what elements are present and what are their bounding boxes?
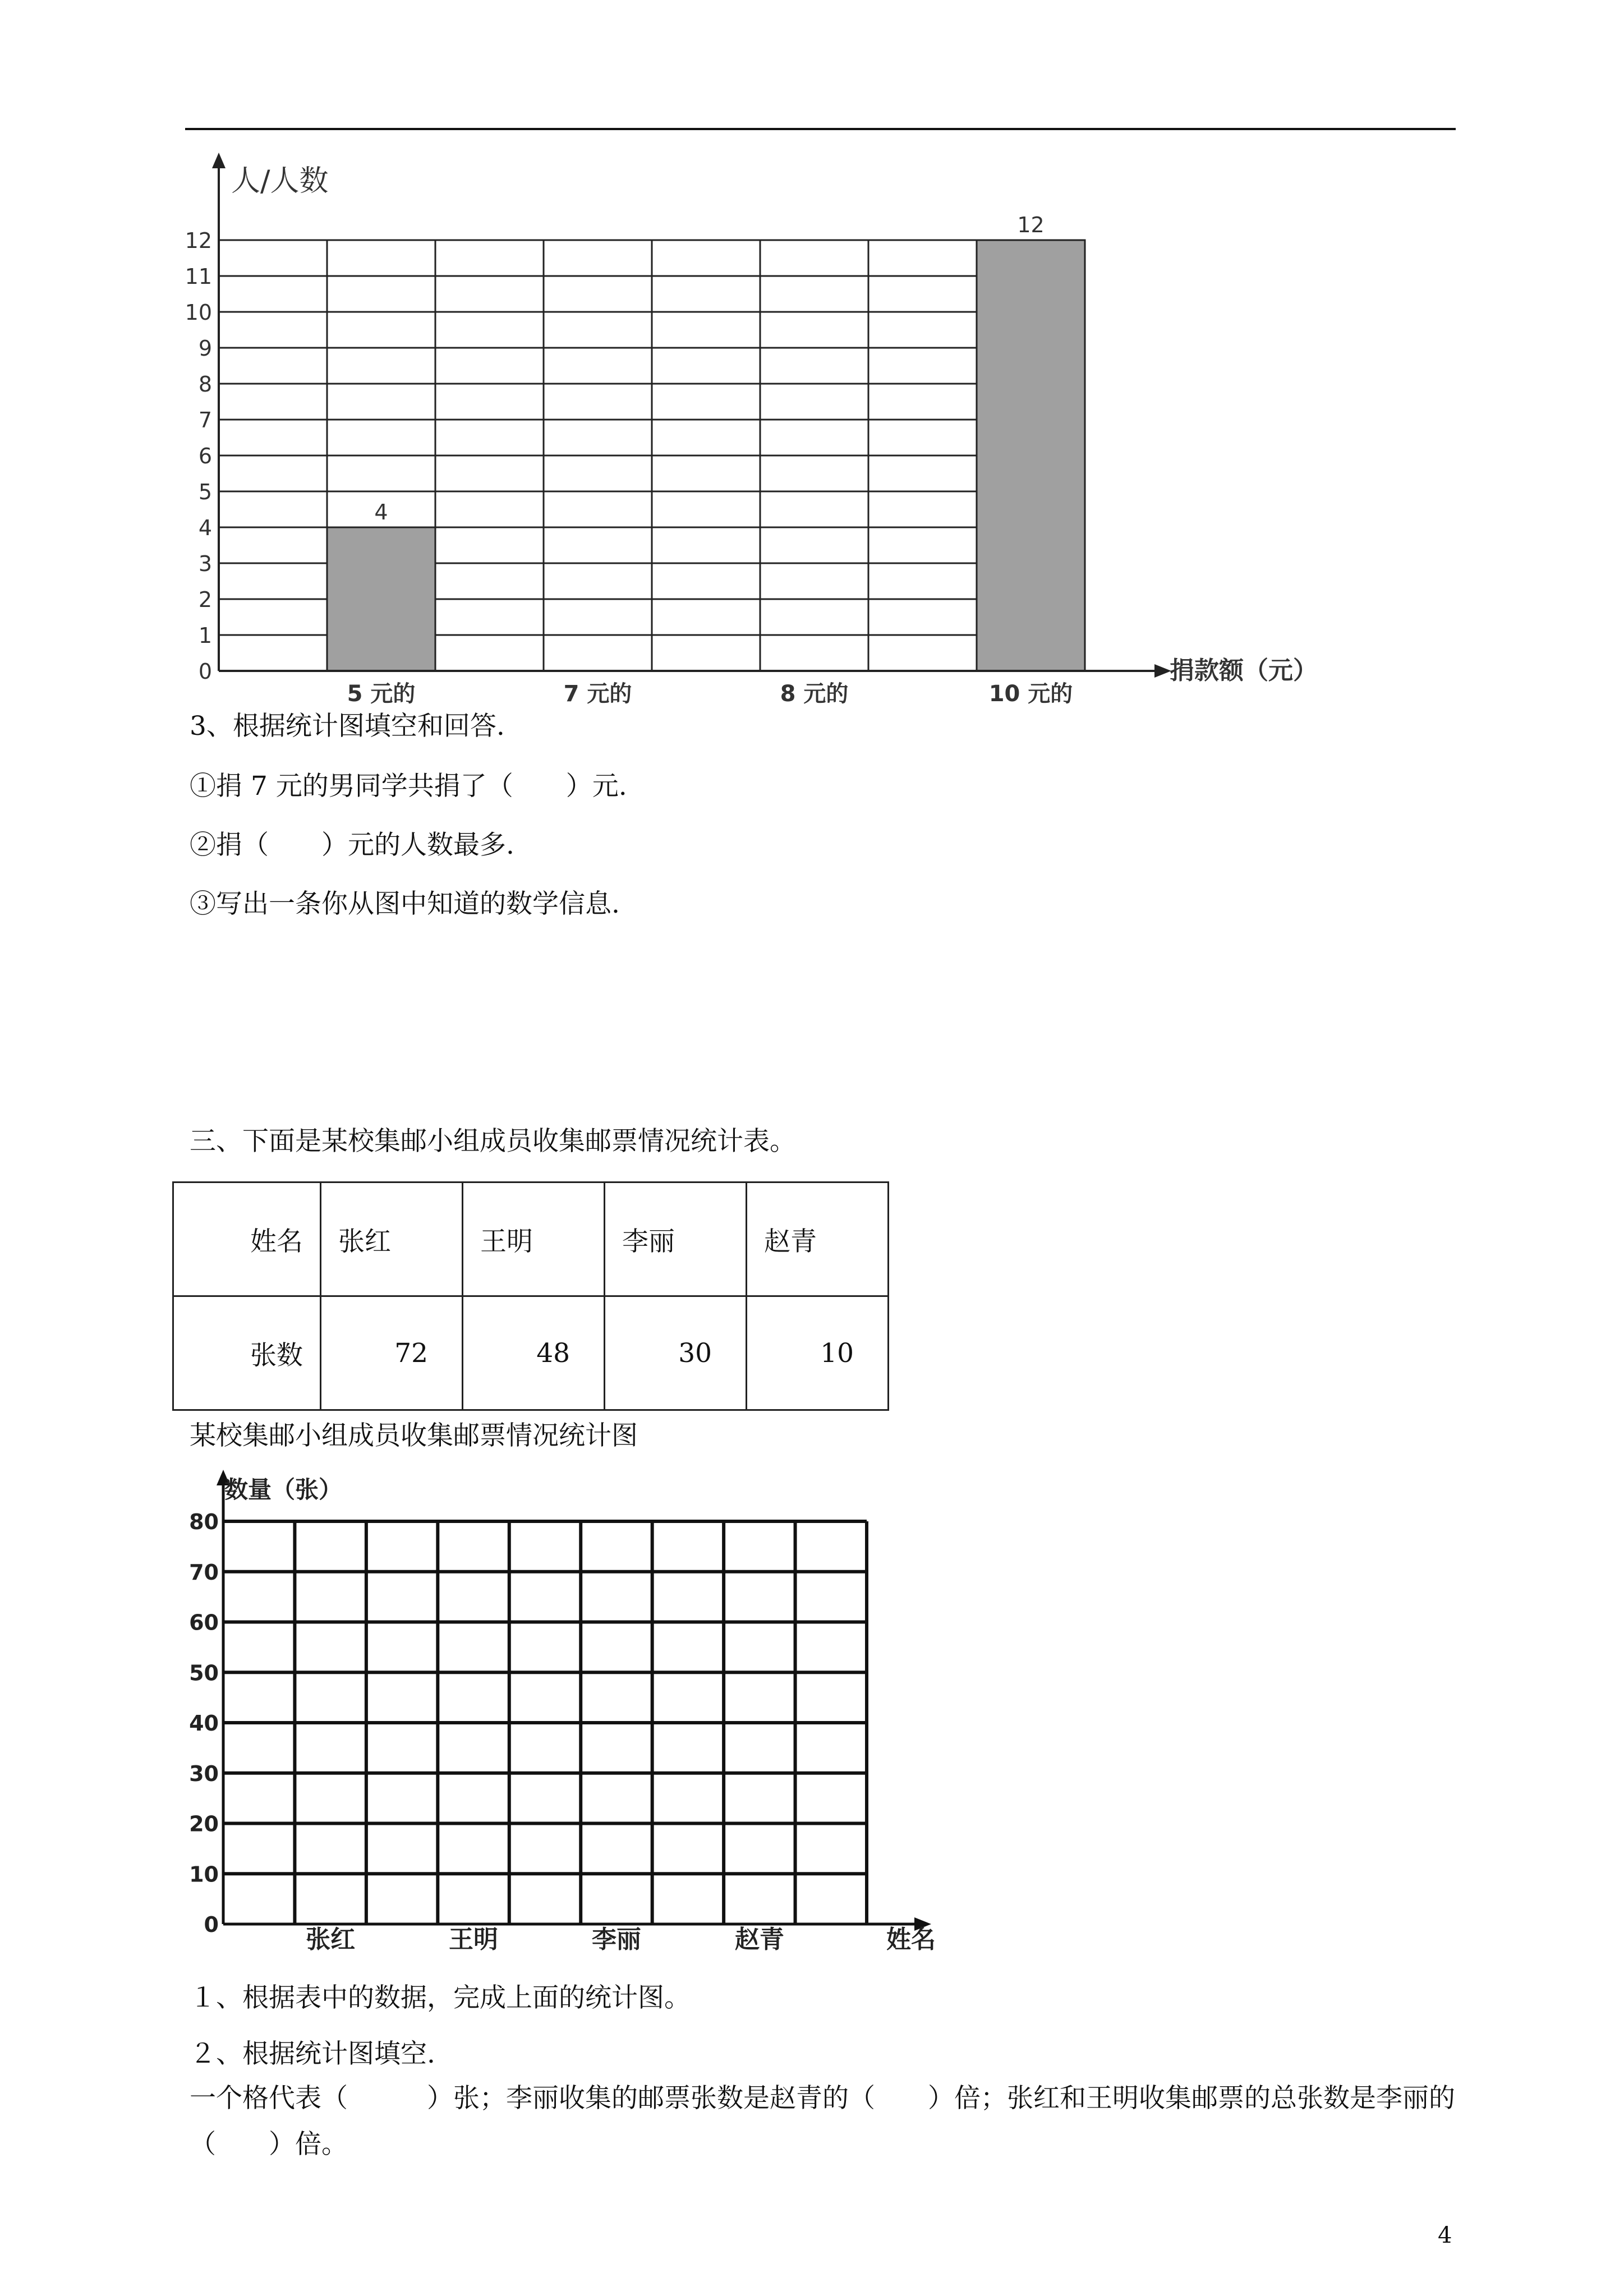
y-tick-label: 3 — [198, 551, 212, 576]
section-title: 三、下面是某校集邮小组成员收集邮票情况统计表。 — [190, 1126, 796, 1157]
y-axis-arrow — [212, 153, 226, 168]
donation-bar-chart — [0, 0, 1624, 729]
y-tick-label: 30 — [189, 1761, 219, 1786]
table-cell: 48 — [463, 1296, 605, 1410]
table-cell: 张数 — [173, 1296, 321, 1410]
page-number: 4 — [1438, 2223, 1452, 2248]
y-tick-label: 5 — [198, 480, 212, 504]
y-tick-label: 40 — [189, 1711, 219, 1736]
y-tick-label: 7 — [198, 408, 212, 432]
x-tick-label: 5 元的 — [347, 681, 416, 707]
y-tick-label: 50 — [189, 1660, 219, 1686]
bar-data-label: 4 — [374, 500, 388, 524]
section3-question-2: ２、根据统计图填空. — [190, 2039, 435, 2069]
stamp-bar-chart — [0, 1458, 1624, 1963]
table-cell: 姓名 — [173, 1182, 321, 1296]
y-tick-label: 10 — [189, 1862, 219, 1887]
y-tick-label: 20 — [189, 1811, 219, 1837]
table-row — [173, 1296, 889, 1410]
x-axis-label: 姓名 — [886, 1925, 936, 1954]
y-tick-label: 0 — [204, 1912, 219, 1937]
table-cell: 王明 — [463, 1182, 605, 1296]
y-axis-label: 数量（张） — [224, 1476, 343, 1503]
y-tick-label: 80 — [189, 1510, 219, 1534]
x-tick-label: 10 元的 — [988, 681, 1073, 707]
bar — [327, 527, 435, 671]
question-2: ②捐（ ）元的人数最多. — [190, 830, 514, 861]
question-1: ①捐 7 元的男同学共捐了（ ）元. — [190, 771, 627, 802]
table-cell: 李丽 — [605, 1182, 747, 1296]
y-tick-label: 1 — [198, 623, 212, 648]
table-cell: 72 — [321, 1296, 463, 1410]
y-tick-label: 6 — [198, 444, 212, 468]
y-tick-label: 2 — [198, 587, 212, 612]
question-3: ③写出一条你从图中知道的数学信息. — [190, 889, 620, 919]
x-tick-label: 7 元的 — [563, 681, 632, 707]
section3-question-3: 一个格代表（ ）张；李丽收集的邮票张数是赵青的（ ）倍；张红和王明收集邮票的总张数是李丽的（ ）倍。 — [190, 2083, 1455, 2160]
table-row — [173, 1182, 889, 1296]
bar — [977, 240, 1085, 671]
y-tick-label: 0 — [198, 659, 212, 684]
y-tick-label: 70 — [189, 1559, 219, 1585]
table-cell: 10 — [747, 1296, 889, 1410]
table-cell: 30 — [605, 1296, 747, 1410]
bars — [327, 213, 1085, 671]
stamp-table — [172, 1181, 889, 1411]
bar-data-label: 12 — [1017, 213, 1045, 237]
section3-question-1: １、根据表中的数据，完成上面的统计图。 — [190, 1982, 691, 2013]
chart-title: 某校集邮小组成员收集邮票情况统计图 — [190, 1420, 638, 1451]
grid — [223, 1521, 867, 1924]
y-tick-label: 12 — [185, 228, 212, 253]
y-tick-label: 8 — [198, 372, 212, 397]
x-tick-label: 赵青 — [734, 1925, 784, 1954]
x-tick-label: 李丽 — [591, 1925, 641, 1954]
table-cell: 张红 — [321, 1182, 463, 1296]
y-axis-label: 人/人数 — [231, 164, 329, 198]
axes — [189, 1470, 931, 1954]
y-tick-label: 60 — [189, 1610, 219, 1635]
y-tick-label: 9 — [198, 336, 212, 361]
x-axis-label: 捐款额（元） — [1170, 656, 1318, 685]
x-tick-label: 8 元的 — [780, 681, 849, 707]
y-tick-label: 4 — [198, 516, 212, 540]
table-cell: 赵青 — [747, 1182, 889, 1296]
y-tick-label: 10 — [185, 300, 212, 325]
x-tick-label: 王明 — [449, 1925, 499, 1954]
x-tick-label: 张红 — [306, 1925, 356, 1954]
x-axis-arrow — [1154, 664, 1171, 678]
question-heading: 3、根据统计图填空和回答. — [190, 711, 505, 742]
y-tick-label: 11 — [185, 264, 212, 289]
